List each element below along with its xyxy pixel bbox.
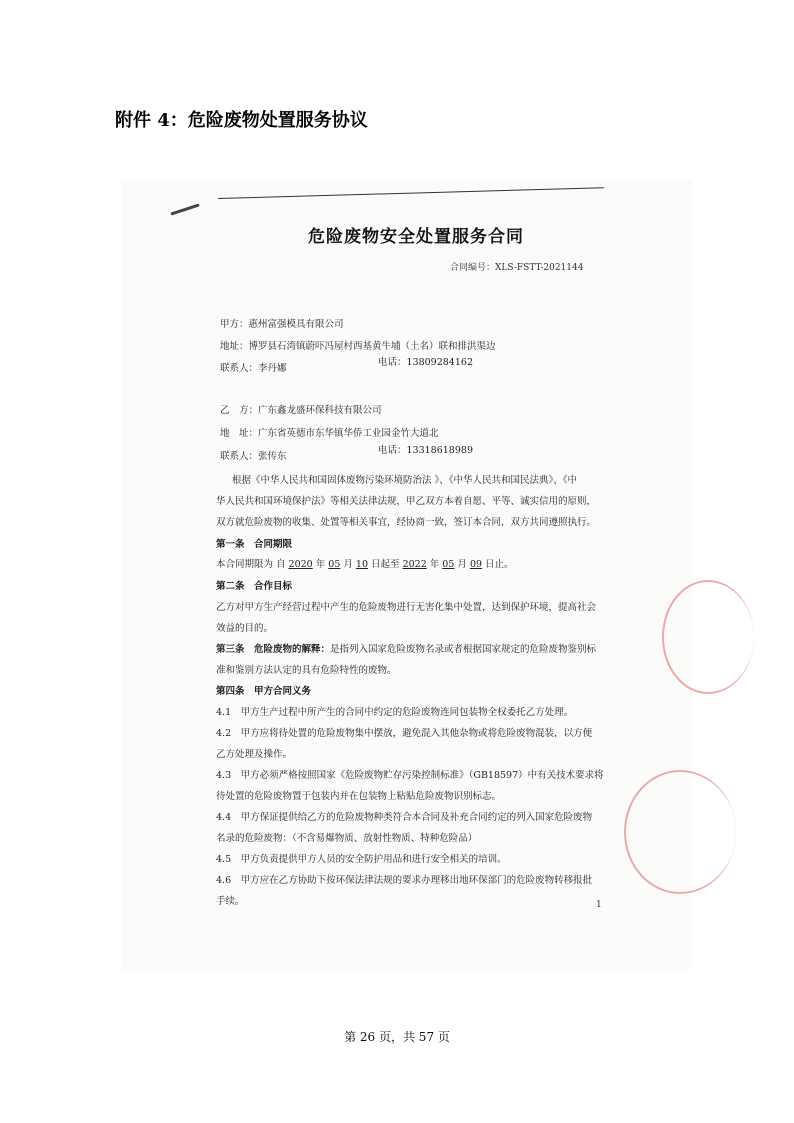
article-3-text: 第三条 危险废物的解释：是指列入国家危险废物名录或者根据国家规定的危险废物鉴别标	[216, 644, 597, 655]
article-3-text: 准和鉴别方法认定的具有危险特性的废物。	[216, 665, 397, 676]
intro-line: 根据《中华人民共和国固体废物污染环境防治法 》、《中华人民共和国民法典》、《中	[232, 475, 578, 486]
contract-title: 危险废物安全处置服务合同	[308, 227, 524, 247]
company-seal-partial	[624, 770, 736, 894]
intro-line: 双方就危险废物的收集、处置等相关事宜，经协商一致，签订本合同，双方共同遵照执行。	[216, 517, 597, 528]
party-b-contact: 联系人：张传东	[220, 451, 287, 462]
article-4-title: 第四条 甲方合同义务	[216, 686, 312, 697]
company-seal-partial	[662, 580, 754, 694]
article-2-text: 效益的目的。	[216, 623, 274, 634]
article-1-title: 第一条 合同期限	[216, 539, 293, 550]
intro-line: 华人民共和国环境保护法》等相关法律法规，甲乙双方本着自愿、平等、诚实信用的原则，	[216, 496, 597, 507]
scanned-contract-page	[122, 180, 692, 970]
article-4-item: 4.4 甲方保证提供给乙方的危险废物种类符合本合同及补充合同约定的列入国家危险废物	[216, 812, 593, 823]
article-2-text: 乙方对甲方生产经营过程中产生的危险废物进行无害化集中处置，达到保护环境，提高社会	[216, 602, 597, 613]
article-4-item: 待处置的危险废物置于包装内并在包装物上粘贴危险废物识别标志。	[216, 791, 502, 802]
article-4-item: 手续。	[216, 896, 245, 907]
article-1-text: 本合同期限为 自 2020 年 05 月 10 日起至 2022 年 05 月 09 日止。	[216, 559, 514, 570]
party-b-phone: 电话：13318618989	[378, 445, 473, 456]
scan-mark	[170, 203, 199, 215]
article-4-item: 4.2 甲方应将待处置的危险废物集中摆放，避免混入其他杂物或将危险废物混装，以方便	[216, 728, 593, 739]
party-a-address: 地址：博罗县石湾镇蔚吓冯屋村西基黄牛埔（土名）联和排洪渠边	[220, 341, 496, 352]
party-b-address: 地 址：广东省英德市东华镇华侨工业园金竹大道北	[220, 428, 439, 439]
article-4-item: 名录的危险废物：（不含易爆物质、放射性物质、特种危险品）	[216, 833, 478, 844]
party-a-contact: 联系人：李丹娜	[220, 363, 287, 374]
article-4-item: 4.3 甲方必须严格按照国家《危险废物贮存污染控制标准》（GB18597）中有关技术要求将	[216, 770, 604, 781]
scan-top-edge	[218, 187, 604, 199]
article-4-item: 4.5 甲方负责提供甲方人员的安全防护用品和进行安全相关的培训。	[216, 854, 507, 865]
article-4-item: 4.1 甲方生产过程中所产生的合同中约定的危险废物连同包装物全权委托乙方处理。	[216, 707, 574, 718]
article-4-item: 4.6 甲方应在乙方协助下按环保法律法规的要求办理移出地环保部门的危险废物转移报批	[216, 875, 593, 886]
scan-page-number: 1	[596, 900, 602, 910]
article-4-item: 乙方处理及操作。	[216, 749, 293, 760]
article-2-title: 第二条 合作目标	[216, 581, 293, 592]
party-b-name: 乙 方：广东鑫龙盛环保科技有限公司	[220, 405, 382, 416]
party-a-name: 甲方：惠州富强模具有限公司	[220, 319, 344, 330]
contract-number: 合同编号：XLS-FSTT-2021144	[450, 263, 584, 273]
attachment-heading: 附件 4：危险废物处置服务协议	[115, 110, 368, 131]
party-a-phone: 电话：13809284162	[378, 357, 473, 368]
page-footer: 第 26 页，共 57 页	[344, 1030, 450, 1044]
